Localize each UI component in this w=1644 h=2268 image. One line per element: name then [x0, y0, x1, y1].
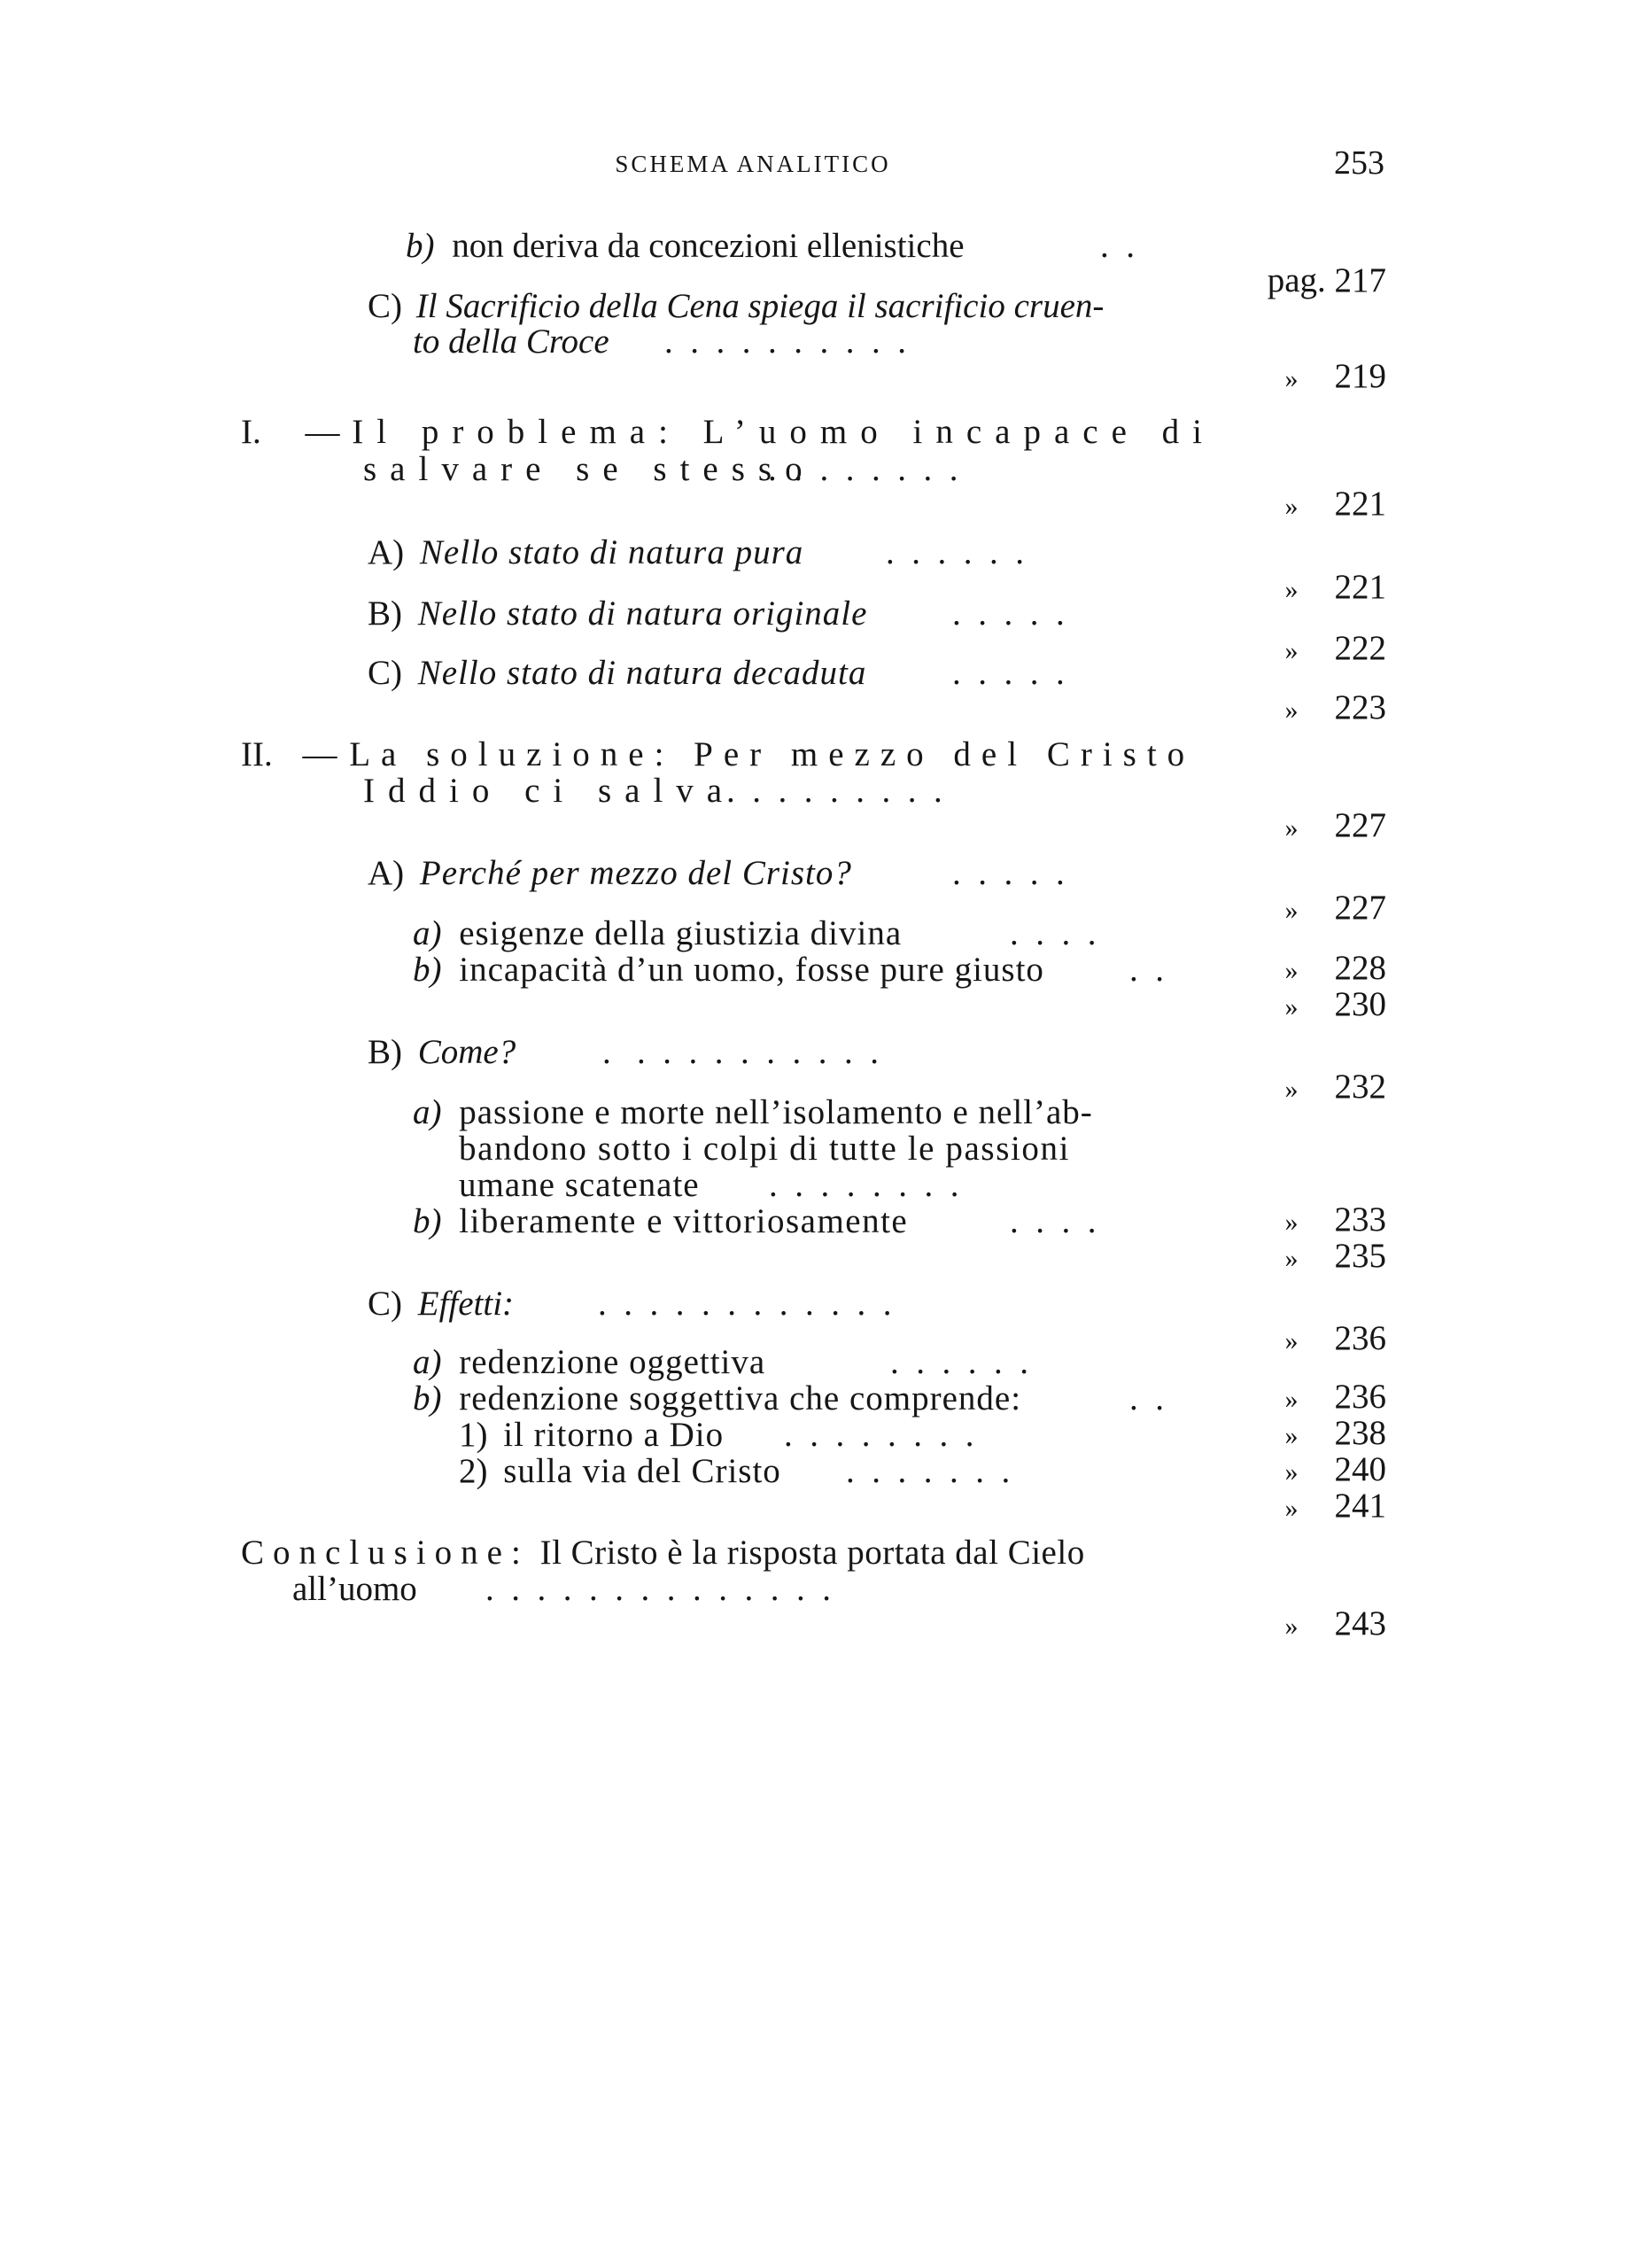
entry-page [1258, 1035, 1386, 1104]
leader-dots: . . . . . [952, 654, 1065, 692]
entry-page [1258, 773, 1386, 843]
entry-text-line1: Il Cristo è la risposta portata dal Cielo [539, 1534, 1085, 1572]
toc-entry [241, 1535, 1085, 1570]
leader-dots: . . . . . . [886, 533, 1024, 571]
entry-dash: — [305, 413, 340, 451]
toc-entry [368, 535, 803, 570]
toc-entry [241, 737, 1195, 772]
toc-entry-continuation [292, 1572, 417, 1606]
entry-page [1258, 1204, 1386, 1273]
page-prefix: » [1284, 695, 1299, 725]
toc-entry [368, 656, 866, 690]
page-prefix: » [1284, 956, 1299, 985]
leader-dots: . . [1129, 951, 1164, 989]
entry-text-line3: umane scatenate [459, 1166, 700, 1204]
leader-dots: . . . . . . . . . . . [602, 1033, 879, 1071]
leader-dots: . . [1100, 227, 1135, 265]
leader-dots: . . . . . [952, 854, 1065, 892]
entry-label: a) [413, 1343, 442, 1381]
entry-page [1258, 324, 1386, 393]
page-prefix: » [1284, 636, 1299, 665]
entry-label: b) [413, 951, 442, 989]
entry-text: liberamente e vittoriosamente [459, 1202, 909, 1240]
page-value: 227 [1334, 806, 1386, 844]
entry-label: a) [413, 1093, 442, 1131]
entry-text: redenzione oggettiva [459, 1343, 766, 1381]
toc-entry-continuation [363, 452, 816, 486]
page-value: 222 [1334, 629, 1386, 667]
entry-label: C) [368, 1285, 402, 1323]
leader-dots: . . . . . . . . . . . . [598, 1285, 892, 1323]
entry-label: 1) [459, 1416, 488, 1454]
toc-entry [368, 596, 867, 631]
entry-label: B) [368, 594, 402, 633]
entry-text: redenzione soggettiva che comprende: [459, 1379, 1022, 1418]
entry-text: Nello stato di natura originale [417, 594, 868, 633]
toc-entry [413, 1345, 765, 1379]
page-prefix: » [1284, 1612, 1299, 1641]
page-prefix: » [1284, 992, 1299, 1021]
entry-page [1258, 452, 1386, 521]
entry-label: C) [368, 654, 402, 692]
entry-page [1258, 1572, 1386, 1641]
page-prefix: » [1284, 364, 1299, 393]
entry-text: esigenze della giustizia divina [459, 914, 903, 952]
page-value: 227 [1334, 889, 1386, 927]
leader-dots: . . . . . . . . . [726, 772, 942, 810]
leader-dots: . . [1129, 1379, 1164, 1418]
leader-dots: . . . . . . . . [768, 450, 958, 488]
toc-entry [406, 229, 965, 263]
toc-entry [368, 856, 852, 890]
entry-page [1258, 535, 1386, 604]
page-prefix: » [1284, 896, 1299, 925]
entry-text-line2: Iddio ci salva [363, 772, 736, 810]
page-prefix: » [1284, 575, 1299, 604]
page-value: 243 [1334, 1604, 1386, 1643]
page-prefix: » [1284, 1494, 1299, 1523]
entry-page [1258, 856, 1386, 925]
page-value: 230 [1334, 985, 1386, 1023]
entry-page [1258, 952, 1386, 1021]
toc-entry [241, 415, 1215, 449]
page-prefix: » [1284, 1244, 1299, 1273]
entry-page [1258, 1454, 1386, 1523]
entry-text: sulla via del Cristo [503, 1452, 781, 1490]
page-prefix: pag. [1267, 261, 1326, 299]
toc-entry [413, 916, 902, 951]
page-value: 221 [1334, 568, 1386, 606]
entry-label: 2) [459, 1452, 488, 1490]
entry-page [1236, 229, 1386, 298]
page-value: 217 [1334, 261, 1386, 299]
leader-dots: . . . . [1010, 1202, 1097, 1240]
entry-text-line1: passione e morte nell’isolamento e nell’ab- [459, 1093, 1093, 1131]
entry-text: Nello stato di natura decaduta [417, 654, 867, 692]
entry-label: C) [368, 287, 402, 325]
toc-entry [413, 1204, 908, 1239]
toc-entry [368, 1035, 516, 1069]
page-value: 232 [1334, 1068, 1386, 1106]
entry-text: il ritorno a Dio [503, 1416, 725, 1454]
page-prefix: » [1284, 1075, 1299, 1104]
toc-entry [459, 1454, 781, 1488]
entry-label: II. [241, 735, 273, 773]
toc-entry [413, 1381, 1021, 1416]
page-value: 240 [1334, 1450, 1386, 1488]
leader-dots: . . . . . . . . . . [664, 322, 906, 361]
entry-label: B) [368, 1033, 402, 1071]
entry-label: I. [241, 413, 261, 451]
entry-text-line1: Il Sacrificio della Cena spiega il sacrificio cruen- [415, 287, 1105, 325]
toc-entry-continuation [459, 1168, 700, 1202]
toc-entry [459, 1418, 724, 1452]
entry-text-line2: salvare se stesso [363, 450, 816, 488]
entry-text: non deriva da concezioni ellenistiche [452, 227, 965, 265]
entry-label: b) [413, 1379, 442, 1418]
toc-entry-continuation [363, 773, 735, 808]
page-prefix: » [1284, 813, 1299, 843]
page-prefix: » [1284, 1421, 1299, 1450]
entry-label: b) [406, 227, 435, 265]
entry-label: a) [413, 914, 442, 952]
page-number: 253 [1334, 144, 1384, 182]
entry-label: A) [368, 854, 405, 892]
page-value: 233 [1334, 1200, 1386, 1239]
running-header-title: SCHEMA ANALITICO [615, 151, 891, 177]
entry-text-line1: Il problema: L’uomo incapace di [352, 413, 1215, 451]
entry-text-line2: to della Croce [413, 322, 609, 361]
entry-dash: — [302, 735, 337, 773]
entry-text: Come? [417, 1033, 516, 1071]
page-value: 236 [1334, 1319, 1386, 1357]
entry-text-line1: La soluzione: Per mezzo del Cristo [349, 735, 1196, 773]
page-prefix: » [1284, 1208, 1299, 1237]
entry-label: A) [368, 533, 405, 571]
page-prefix: » [1284, 1457, 1299, 1487]
page-value: 238 [1334, 1414, 1386, 1452]
toc-entry [413, 1095, 1093, 1130]
entry-label: b) [413, 1202, 442, 1240]
entry-text-line2: bandono sotto i colpi di tutte le passioni [459, 1130, 1071, 1168]
entry-text: incapacità d’un uomo, fosse pure giusto [459, 951, 1044, 989]
page-value: 223 [1334, 688, 1386, 726]
page-prefix: » [1284, 1385, 1299, 1414]
toc-entry [368, 289, 1104, 323]
entry-text: Nello stato di natura pura [419, 533, 804, 571]
toc-entry [413, 952, 1044, 987]
toc-entry-continuation [459, 1131, 1070, 1166]
page-value: 241 [1334, 1487, 1386, 1525]
leader-dots: . . . . . . . . [784, 1416, 974, 1454]
page-prefix: » [1284, 1326, 1299, 1355]
page-value: 221 [1334, 485, 1386, 523]
leader-dots: . . . . . . . [846, 1452, 1011, 1490]
leader-dots: . . . . . . . . [769, 1166, 959, 1204]
leader-dots: . . . . . . . . . . . . . . [485, 1570, 831, 1608]
leader-dots: . . . . . [952, 594, 1065, 633]
entry-label: Conclusione: [241, 1534, 530, 1572]
leader-dots: . . . . . . [890, 1343, 1028, 1381]
entry-text: Effetti: [417, 1285, 515, 1323]
toc-entry-continuation [413, 324, 609, 359]
entry-text-line2: all’uomo [292, 1570, 417, 1608]
entry-text: Perché per mezzo del Cristo? [419, 854, 852, 892]
page-value: 235 [1334, 1237, 1386, 1275]
toc-entry [368, 1286, 514, 1321]
page-prefix: » [1284, 492, 1299, 521]
page-value: 219 [1334, 357, 1386, 395]
page-value: 236 [1334, 1378, 1386, 1416]
leader-dots: . . . . [1010, 914, 1097, 952]
page-value: 228 [1334, 949, 1386, 987]
entry-page [1258, 656, 1386, 725]
